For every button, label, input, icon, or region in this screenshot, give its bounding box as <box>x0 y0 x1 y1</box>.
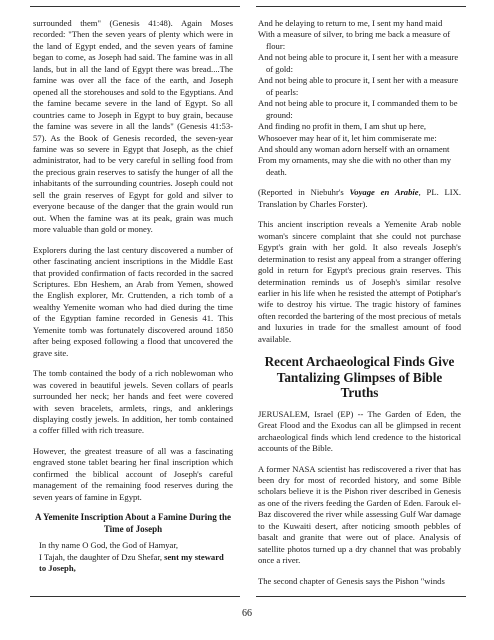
poem-line: And he delaying to return to me, I sent my hand maid <box>258 18 443 28</box>
poem-line: And should any woman adorn herself with an ornament <box>258 143 450 154</box>
paragraph: JERUSALEM, Israel (EP) -- The Garden of Eden, the Great Flood and the Exodus can all be glimpsed in recent archaeological finds which lend credence to the historical accounts of the Bible. <box>258 408 461 454</box>
paragraph: Explorers during the last century discovered a number of other fascinating ancient inscriptions in the Middle East that provided confirmation of facts recorded in the sacred Scriptures. Ebn Heshem, an Arab from Yemen, showed the English explorer, Mr. Cruttenden, a rich tomb of a wealthy Yemenite woman who had died during the time of the Egyptian famine recorded in Genesis 41. This Yemenite tomb was fortunately discovered around 1850 after being exposed following a flood that uncovered the grave site. <box>33 244 233 358</box>
poem-line: And finding no profit in them, I am shut up here, <box>258 121 427 132</box>
poem-line: From my ornaments, may she die with no other than my death. <box>258 155 452 177</box>
paragraph: The tomb contained the body of a rich noblewoman who was covered in beautiful jewels. Seven collars of pearls surrounded her neck; her hands and feet were covered with seven bracelets, armlets, rings, and anklerings displaying costly jewels. In addition, her tomb contained a coffer filled with rich treasure. <box>33 368 233 436</box>
page-number: 66 <box>242 608 252 619</box>
right-column <box>258 18 461 596</box>
paragraph: This ancient inscription reveals a Yemenite Arab noble woman's sincere complaint that she could not purchase Egypt's grain with her gold. It also reveals Joseph's determination to resist any appeal from a stranger offering gold in return for Egypt's precious grain reserves. This determination reminds us of Joseph's similar resolve earlier in his life when he resisted the attempt of Potiphar's wife to destroy his virtue. The tragic history of famines often recorded the bartering of the most precious of metals and luxuries in trade for the smallest amount of food available. <box>258 219 461 344</box>
top-rule-left <box>30 6 240 7</box>
bottom-rule-left <box>30 596 240 597</box>
poem-line: And not being able to procure it, I sent her with a measure of pearls: <box>258 75 459 97</box>
bottom-rule-right <box>256 596 466 597</box>
citation-title: Voyage en Arabie <box>349 187 419 198</box>
left-column <box>33 18 233 574</box>
poem-line: Whosoever may hear of it, let him commiserate me: <box>258 132 437 143</box>
paragraph: The second chapter of Genesis says the Pishon "winds <box>258 575 445 586</box>
paragraph: A former NASA scientist has rediscovered a river that has been dry for most of recorded history, and some Bible scholars believe it is the Pishon river described in Genesis as one of the rivers feeding the Garden of Eden. Farouk el-Baz discovered the river while assessing Gulf War damage to the Kuwaiti desert, after noticing smooth pebbles of basalt and granite that were out of place. Analysis of satellite photos turned up a dry channel that was probably once a river. <box>258 463 461 566</box>
poem-line <box>39 552 233 575</box>
article-heading: Recent Archaeological Finds Give Tantalizing Glimpses of Bible Truths <box>264 354 455 401</box>
paragraph: However, the greatest treasure of all was a fascinating engraved stone tablet bearing her final inscription which confirmed the biblical account of Joseph's careful management of the remaining food reserves during the seven years of famine in Egypt. <box>33 445 233 502</box>
inscription-poem-continued <box>258 18 461 178</box>
poem-line: And not being able to procure it, I sent her with a measure of gold: <box>258 52 459 74</box>
top-rule-right <box>256 6 466 7</box>
inscription-poem-start <box>33 540 233 574</box>
poem-line: And not being able to procure it, I commanded them to be ground: <box>258 98 458 120</box>
poem-line: With a measure of silver, to bring me back a measure of flour: <box>258 29 451 51</box>
inscription-title: A Yemenite Inscription About a Famine During the Time of Joseph <box>35 512 231 534</box>
citation <box>258 187 461 210</box>
citation-text: , PL. LIX. Translation by Charles Forster). <box>258 187 461 209</box>
poem-line-bold: sent my steward to Joseph, <box>39 551 224 574</box>
citation-text: (Reported in Niebuhr's <box>258 187 350 198</box>
poem-line-text: I Tajah, the daughter of Dzu Shefar, <box>39 551 165 562</box>
poem-line: In thy name O God, the God of Hamyar, <box>39 540 179 551</box>
paragraph: surrounded them" (Genesis 41:48). Again Moses recorded: "Then the seven years of plenty which were in the land of Egypt ended, and the seven years of famine began to come, as Joseph had said. The famine was in all lands, but in all the land of Egypt there was bread....The famine was over all the face of the earth, and Joseph opened all the storehouses and sold to the Egyptians. And the famine became severe in the land of Egypt. So all countries came to Joseph in Egypt to buy grain, because the famine was severe in all the lands" (Genesis 41:53-57). As the Book of Genesis recorded, the seven-year famine was so severe in Egypt that Joseph, as the chief administrator, had to be very careful in selling food from the precious grain reserves to satisfy the hunger of all the inhabitants of the surrounding countries. Joseph could not sell the grain reserves of Egypt for gold and silver to everyone because of the danger that the grain would run out. When the famine was at its peak, grain was much more valuable than gold or money. <box>33 18 233 235</box>
